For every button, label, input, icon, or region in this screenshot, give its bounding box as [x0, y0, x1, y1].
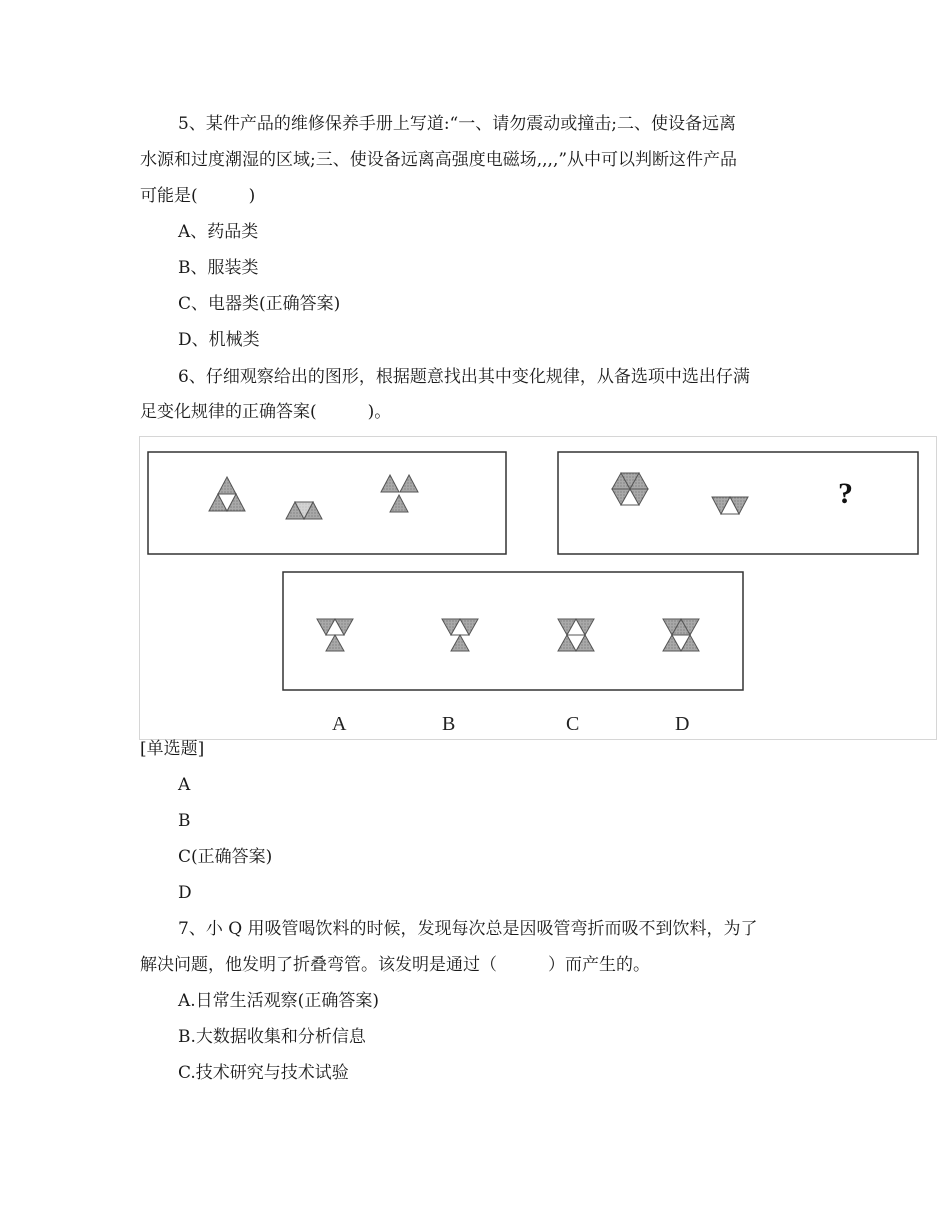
option-label-b: B — [442, 713, 456, 735]
option-shape-a — [317, 619, 353, 651]
q7-stem-line1: 7、小 Q 用吸管喝饮料的时候，发现每次总是因吸管弯折而吸不到饮料，为了 — [178, 919, 758, 939]
q7-option-c: C.技术研究与技术试验 — [178, 1063, 349, 1083]
q5-stem-line1: 5、某件产品的维修保养手册上写道:“一、请勿震动或撞击;二、使设备远离 — [178, 114, 736, 134]
option-shape-d — [663, 619, 699, 651]
sequence-shape-3 — [381, 475, 418, 512]
option-label-d: D — [675, 713, 690, 735]
q6-option-a: A — [178, 775, 191, 795]
sequence-shape-1 — [209, 477, 245, 511]
q6-type-tag: [单选题] — [140, 739, 205, 759]
q6-option-b: B — [178, 811, 191, 831]
q7-stem-line2: 解决问题，他发明了折叠弯管。该发明是通过（ ）而产生的。 — [140, 955, 650, 975]
q6-stem-line2: 足变化规律的正确答案( )。 — [140, 402, 392, 422]
sequence-shape-2 — [286, 502, 322, 519]
option-shape-b — [442, 619, 478, 651]
option-label-a: A — [332, 713, 347, 735]
q6-stem-line1: 6、仔细观察给出的图形，根据题意找出其中变化规律，从备选项中选出仔满 — [178, 367, 750, 387]
q5-stem-line3: 可能是( ) — [140, 186, 256, 206]
sequence-shape-5 — [712, 497, 748, 514]
q5-option-b: B、服装类 — [178, 258, 259, 278]
q5-stem-line2: 水源和过度潮湿的区域;三、使设备远离高强度电磁场,,,,”从中可以判断这件产品 — [140, 150, 738, 170]
option-label-c: C — [566, 713, 580, 735]
sequence-box-left — [148, 452, 506, 554]
q5-option-c: C、电器类(正确答案) — [178, 294, 341, 314]
q6-figure — [139, 436, 937, 740]
q7-option-a: A.日常生活观察(正确答案) — [178, 991, 379, 1011]
question-mark: ? — [838, 477, 853, 510]
option-shape-c — [558, 619, 594, 651]
q6-option-d: D — [178, 883, 192, 903]
q6-option-c: C(正确答案) — [178, 847, 273, 867]
q5-option-d: D、机械类 — [178, 330, 260, 350]
q5-option-a: A、药品类 — [178, 222, 259, 242]
q7-option-b: B.大数据收集和分析信息 — [178, 1027, 366, 1047]
sequence-shape-4 — [612, 473, 648, 505]
